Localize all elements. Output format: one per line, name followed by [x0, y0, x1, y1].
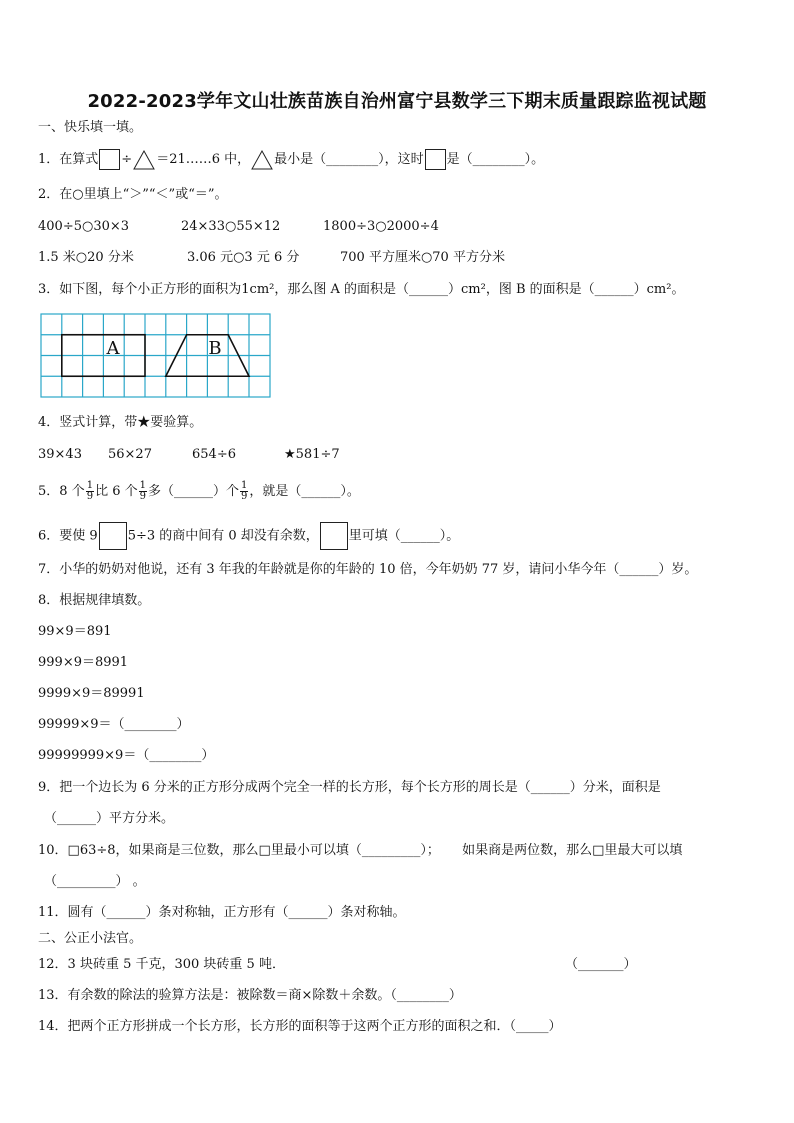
fraction — [240, 481, 248, 502]
question-1 — [38, 149, 544, 170]
blank-box — [320, 522, 348, 550]
question-14: 14．把两个正方形拼成一个长方形，长方形的面积等于这两个正方形的面积之和．（_____） — [38, 1019, 562, 1034]
calc-item: 654÷6 — [192, 447, 236, 462]
question-8: 8．根据规律填数。 — [38, 593, 151, 608]
fraction-denominator: 9 — [241, 491, 248, 502]
question-7: 7．小华的奶奶对他说，还有 3 年我的年龄就是你的年龄的 10 倍，今年奶奶 77 岁，请问小华今年（______）岁。 — [38, 562, 698, 577]
question-5 — [38, 481, 360, 502]
compare-item: 700 平方厘米○70 平方分米 — [340, 250, 505, 265]
question-4: 4．竖式计算，带★要验算。 — [38, 415, 203, 430]
triangle-icon — [251, 150, 273, 170]
question-text: 如果商是两位数，那么□里最大可以填 — [462, 843, 683, 858]
question-text: 6．要使 9 — [38, 528, 98, 544]
pattern-line: 99×9＝891 — [38, 624, 112, 639]
question-text: 5．8 个 — [38, 484, 85, 499]
pattern-line: 9999×9＝89991 — [38, 686, 145, 701]
area-grid-figure — [40, 313, 272, 399]
question-text: ＝21……6 中， — [156, 152, 251, 167]
compare-item: 3.06 元○3 元 6 分 — [187, 250, 300, 265]
compare-item: 400÷5○30×3 — [38, 219, 130, 234]
question-13: 13．有余数的除法的验算方法是：被除数＝商×除数＋余数。（________） — [38, 988, 462, 1003]
fraction — [139, 481, 147, 502]
question-2: 2．在○里填上“＞”“＜”或“＝”。 — [38, 187, 228, 202]
pattern-line: 99999×9＝（________） — [38, 717, 190, 732]
section-heading-1: 一、快乐填一填。 — [38, 120, 143, 135]
fraction-denominator: 9 — [139, 491, 146, 502]
question-6 — [38, 522, 459, 550]
question-text: 多（______）个 — [147, 484, 239, 499]
question-11: 11．圆有（______）条对称轴，正方形有（______）条对称轴。 — [38, 905, 406, 920]
fraction-denominator: 9 — [86, 491, 94, 502]
question-10 — [38, 842, 682, 860]
blank-box[interactable] — [99, 149, 120, 170]
question-text: 最小是（________），这时 — [274, 152, 424, 167]
question-text: 比 6 个 — [95, 484, 138, 499]
question-number: 1． — [38, 152, 60, 167]
question-text: 5÷3 的商中间有 0 却没有余数， — [127, 528, 319, 544]
page-title: 2022-2023学年文山壮族苗族自治州富宁县数学三下期末质量跟踪监视试题 — [87, 91, 707, 112]
blank-box[interactable] — [99, 522, 127, 550]
compare-item: 24×33○55×12 — [181, 219, 281, 234]
compare-item: 1.5 米○20 分米 — [38, 250, 134, 265]
fraction-numerator: 1 — [241, 480, 248, 491]
question-text: 里可填（______）。 — [348, 528, 460, 544]
question-3: 3．如下图，每个小正方形的面积为1cm²，那么图 A 的面积是（______）cm²，图 B 的面积是（______）cm²。 — [38, 282, 685, 297]
fraction-numerator: 1 — [86, 480, 94, 491]
question-9: 9．把一个边长为 6 分米的正方形分成两个完全一样的长方形，每个长方形的周长是（______）分米，面积是 — [38, 780, 661, 795]
question-12: 12．3 块砖重 5 千克，300 块砖重 5 吨． — [38, 957, 285, 972]
pattern-line: 999×9＝8991 — [38, 655, 129, 670]
question-text: 10．□63÷8，如果商是三位数，那么□里最小可以填（_________）； — [38, 843, 440, 858]
answer-blank[interactable]: （_______） — [565, 957, 637, 972]
blank-box — [425, 149, 446, 170]
question-text: 在算式 — [59, 152, 99, 167]
calc-item: 39×43 — [38, 447, 82, 462]
question-text: 是（________）。 — [446, 152, 545, 167]
question-text: ，就是（______）。 — [249, 484, 360, 499]
calc-item: ★581÷7 — [284, 447, 340, 462]
triangle-icon[interactable] — [133, 150, 155, 170]
fraction-numerator: 1 — [139, 480, 146, 491]
figure-a-label: A — [106, 338, 120, 359]
division-sign: ÷ — [121, 152, 133, 167]
question-9-continued: （______）平方分米。 — [44, 811, 175, 826]
pattern-line: 99999999×9＝（________） — [38, 748, 215, 763]
fraction — [86, 481, 94, 502]
compare-item: 1800÷3○2000÷4 — [323, 219, 439, 234]
figure-b-label: B — [208, 338, 222, 359]
question-10-continued: （_________） 。 — [44, 874, 146, 889]
calc-item: 56×27 — [108, 447, 152, 462]
section-heading-2: 二、公正小法官。 — [38, 931, 143, 946]
